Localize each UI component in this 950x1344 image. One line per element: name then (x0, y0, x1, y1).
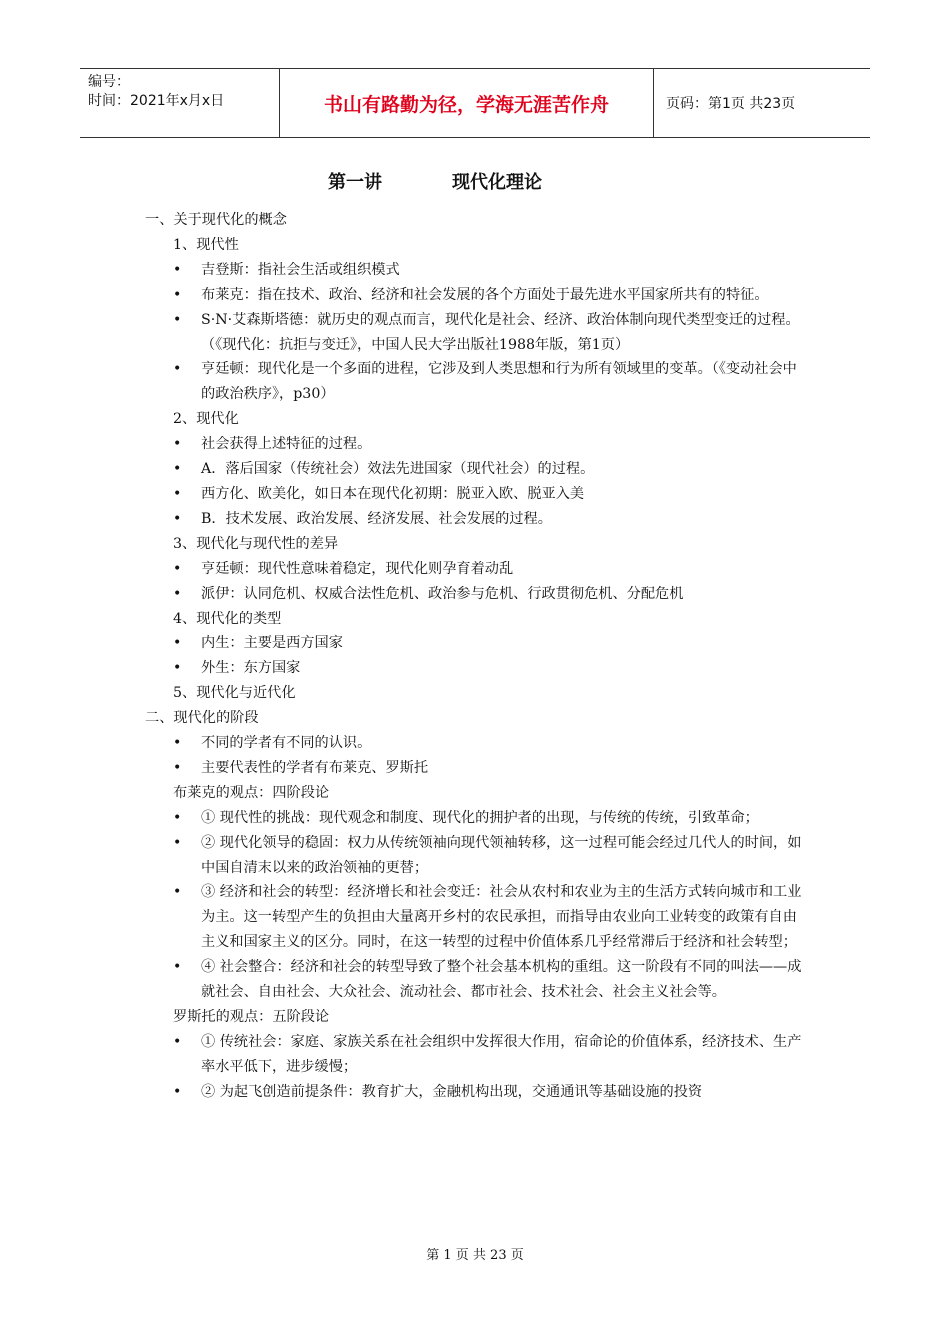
paragraph: 布莱克的观点：四阶段论 (173, 784, 330, 801)
bullet-item: • ② 现代化领导的稳固：权力从传统领袖向现代领袖转移，这一过程可能会经过几代人的时间，如中国自清末以来的政治领袖的更替； (145, 831, 810, 881)
bullet-item: • 西方化、欧美化，如日本在现代化初期：脱亚入欧、脱亚入美 (145, 482, 810, 507)
bullet-item: • 内生：主要是西方国家 (145, 631, 810, 656)
motto: 书山有路勤为径，学海无涯苦作舟 (280, 69, 654, 137)
bullet-item: • 吉登斯：指社会生活或组织模式 (145, 258, 810, 283)
header-table (80, 68, 870, 138)
bullet-item: • 不同的学者有不同的认识。 (145, 731, 810, 756)
bullet-item: • 派伊：认同危机、权威合法性危机、政治参与危机、行政贯彻危机、分配危机 (145, 582, 810, 607)
bullet-item: • 主要代表性的学者有布莱克、罗斯托 (145, 756, 810, 781)
subsection-heading: 2、现代化 (173, 411, 239, 428)
bullet-item: • ③ 经济和社会的转型：经济增长和社会变迁：社会从农村和农业为主的生活方式转向城市和工业为主。这一转型产生的负担由大量离开乡村的农民承担，而指导由农业向工业转变的政策有自由主义和国家主义的区分。同时，在这一转型的过程中价值体系几乎经常滞后于经济和社会转型； (145, 880, 810, 955)
subsection-heading: 4、现代化的类型 (173, 610, 282, 627)
page-footer: 第 1 页 共 23 页 (426, 1248, 524, 1263)
bullet-item: • ② 为起飞创造前提条件：教育扩大，金融机构出现，交通通讯等基础设施的投资 (145, 1080, 810, 1105)
bullet-item: • ④ 社会整合：经济和社会的转型导致了整个社会基本机构的重组。这一阶段有不同的叫法——成就社会、自由社会、大众社会、流动社会、都市社会、技术社会、社会主义社会等。 (145, 955, 810, 1005)
title-part-2: 现代化理论 (452, 172, 542, 193)
page-info: 页码：第1页 共23页 (666, 96, 796, 112)
bullet-item: • 社会获得上述特征的过程。 (145, 432, 810, 457)
bullet-item: • ① 传统社会：家庭、家族关系在社会组织中发挥很大作用，宿命论的价值体系，经济技术、生产率水平低下，进步缓慢； (145, 1030, 810, 1080)
section-heading: 一、关于现代化的概念 (145, 212, 287, 228)
title-part-1: 第一讲 (328, 172, 382, 193)
subsection-heading: 3、现代化与现代性的差异 (173, 535, 339, 552)
bullet-item: • 亨廷顿：现代化是一个多面的进程，它涉及到人类思想和行为所有领域里的变革。（《变动社会中的政治秩序》，p30） (145, 357, 810, 407)
bullet-item: • 布莱克：指在技术、政治、经济和社会发展的各个方面处于最先进水平国家所共有的特征。 (145, 283, 810, 308)
header-meta-cell (80, 69, 280, 137)
date-label: 时间：2021年x月x日 (88, 93, 225, 109)
subsection-heading: 5、现代化与近代化 (173, 685, 296, 702)
bullet-item: • B．技术发展、政治发展、经济发展、社会发展的过程。 (145, 507, 810, 532)
section-heading: 二、现代化的阶段 (145, 710, 259, 727)
bullet-item: • A．落后国家（传统社会）效法先进国家（现代社会）的过程。 (145, 457, 810, 482)
bullet-item: • S·N·艾森斯塔德：就历史的观点而言，现代化是社会、经济、政治体制向现代类型变迁的过程。（《现代化：抗拒与变迁》，中国人民大学出版社1988年版，第1页） (145, 308, 810, 358)
bullet-item: • 亨廷顿：现代性意味着稳定，现代化则孕育着动乱 (145, 557, 810, 582)
id-label: 编号： (88, 74, 130, 90)
bullet-item: • 外生：东方国家 (145, 656, 810, 681)
bullet-item: • ① 现代性的挑战：现代观念和制度、现代化的拥护者的出现，与传统的传统，引致革命； (145, 806, 810, 831)
subsection-heading: 1、现代性 (173, 236, 239, 253)
page-title (0, 168, 870, 194)
paragraph: 罗斯托的观点：五阶段论 (173, 1009, 330, 1025)
document-body (145, 208, 810, 1105)
